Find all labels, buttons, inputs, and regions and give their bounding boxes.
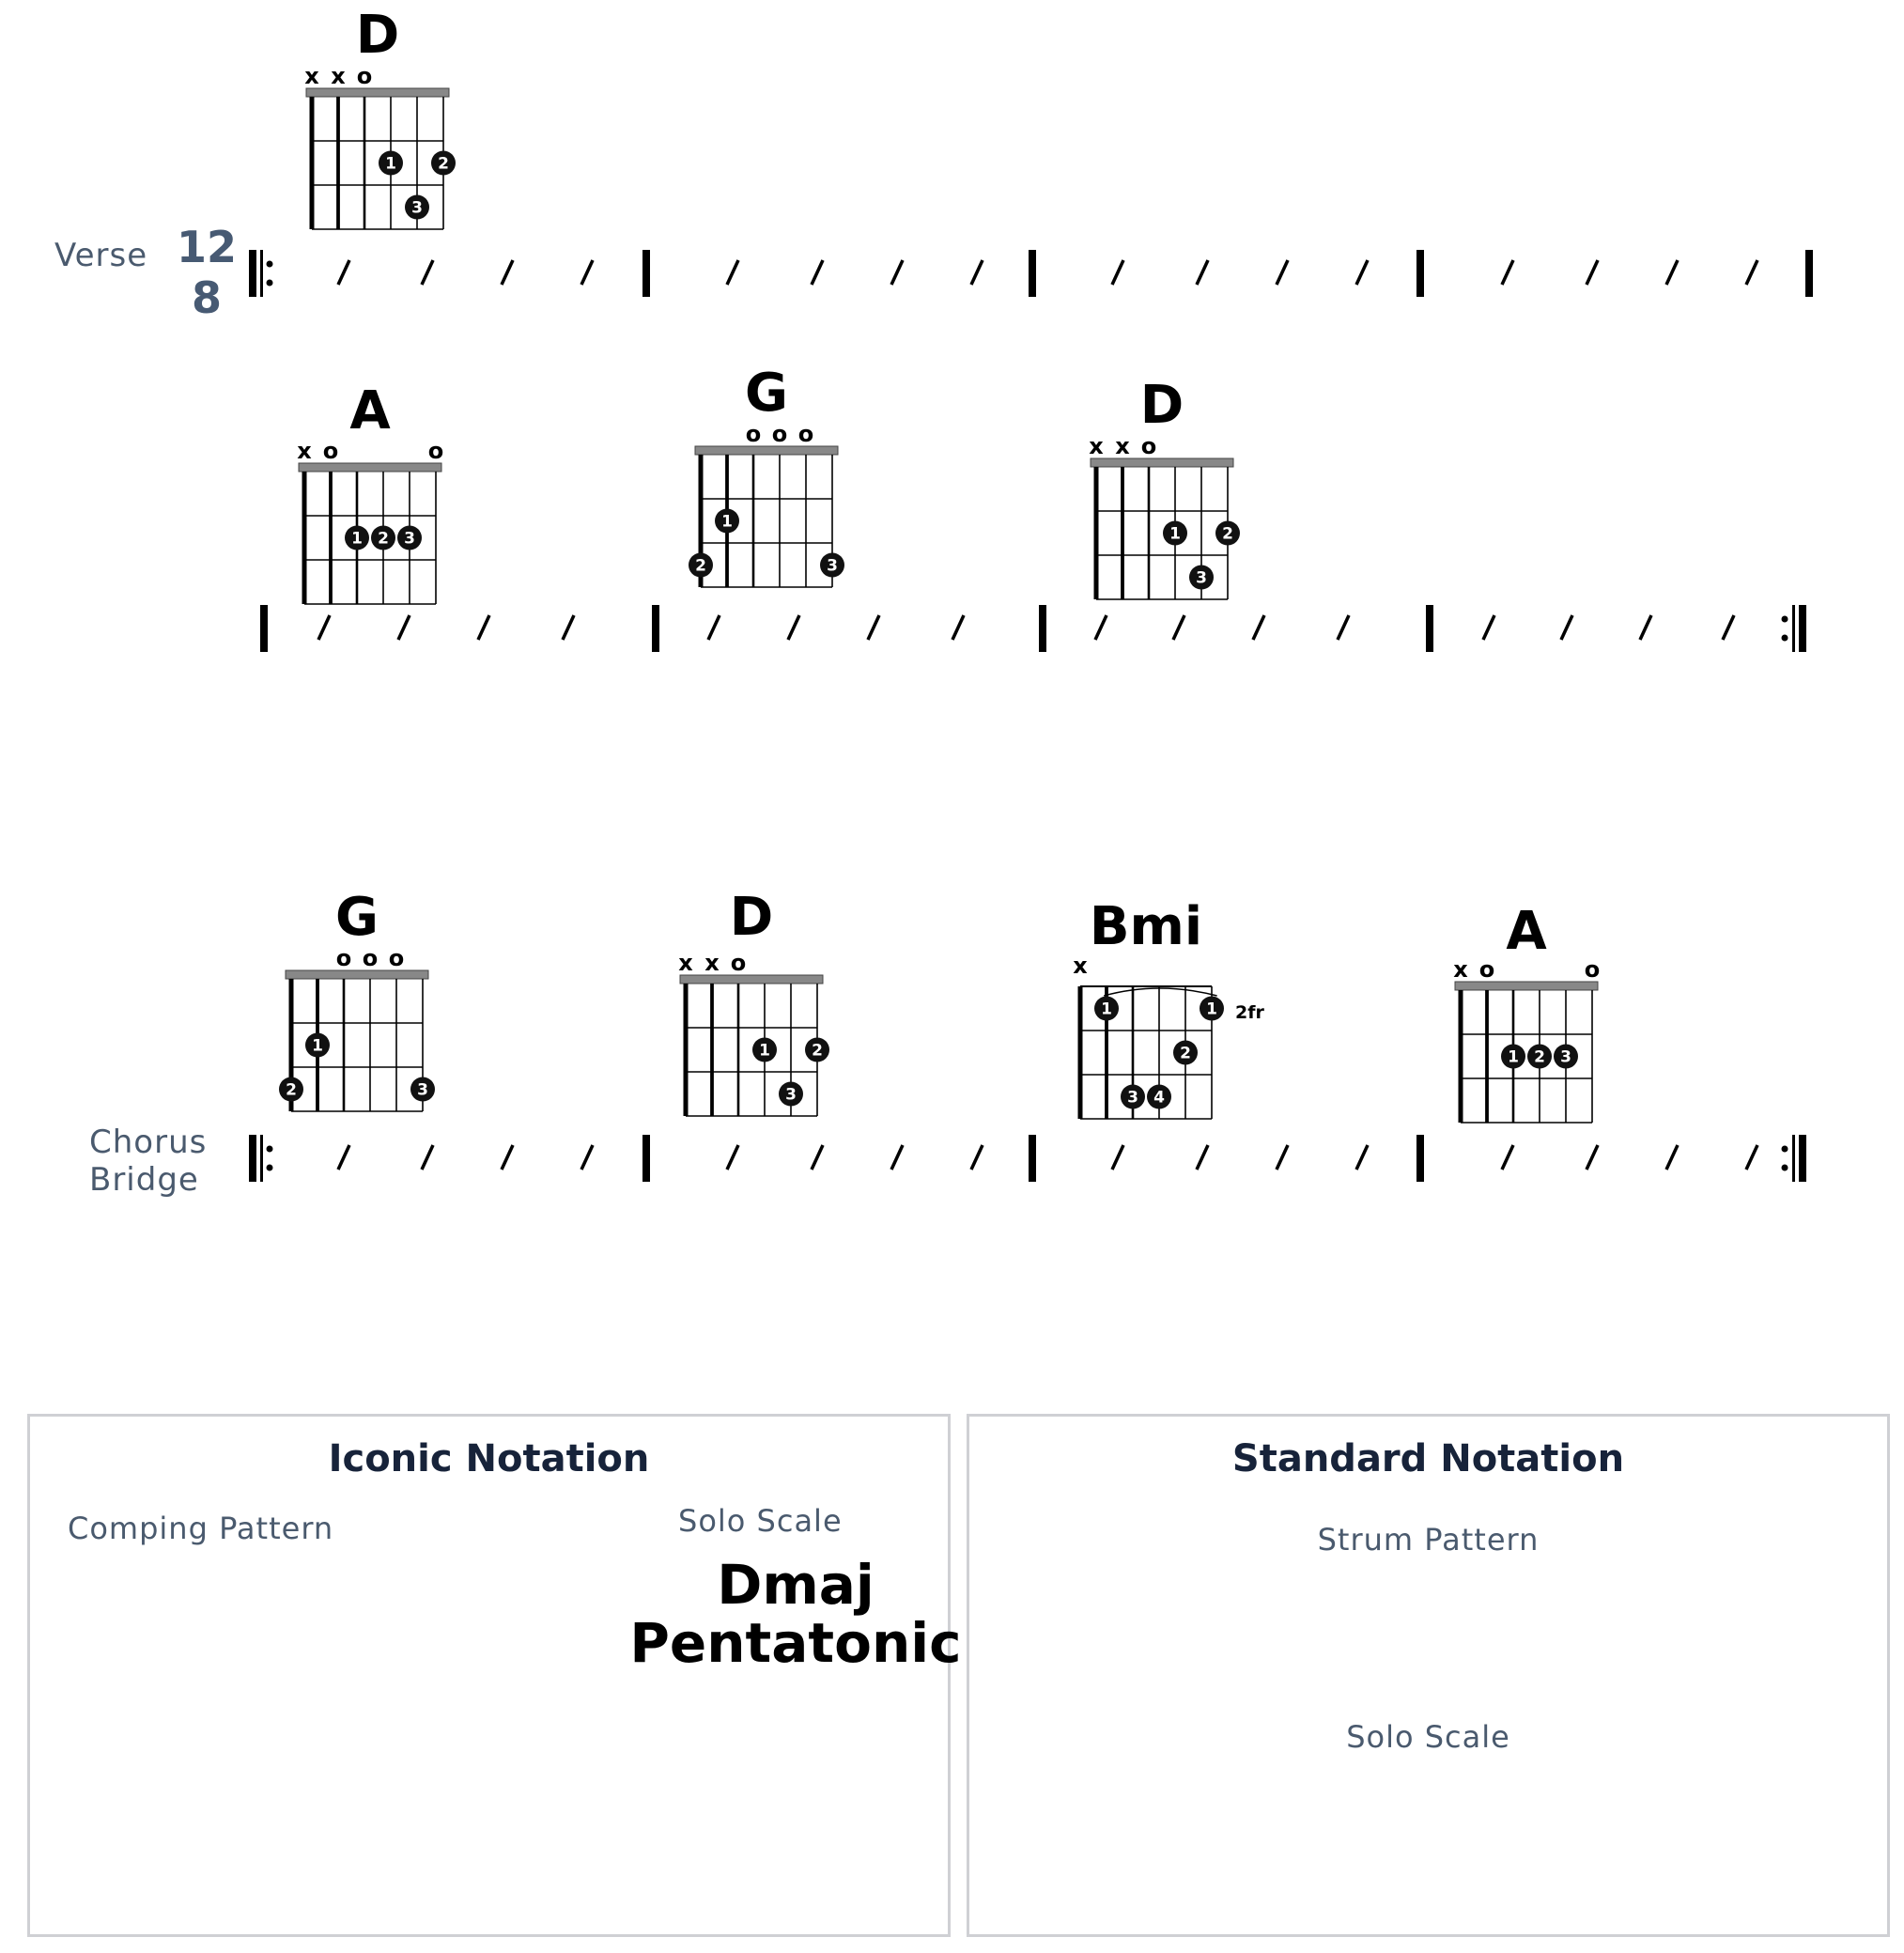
- chord-name: D: [1139, 375, 1184, 436]
- finger-number: 3: [404, 529, 415, 549]
- slash-staff-verse-2: [260, 605, 1806, 652]
- finger-number: 3: [1560, 1047, 1571, 1067]
- slash-mark: [868, 615, 879, 640]
- slash-mark: [1561, 615, 1572, 640]
- chord-diagram-g: [279, 887, 435, 1111]
- slash-mark: [1112, 1145, 1123, 1170]
- barline: [1039, 605, 1046, 652]
- repeat-end-thick: [1799, 605, 1806, 652]
- chord-name: D: [729, 887, 774, 948]
- repeat-dot: [267, 261, 273, 268]
- finger-number: 1: [312, 1036, 323, 1056]
- repeat-dot: [267, 1165, 273, 1171]
- chord-diagram-g: [689, 363, 844, 587]
- finger-number: 1: [721, 512, 733, 532]
- slash-mark: [1277, 260, 1288, 285]
- finger-number: 3: [827, 556, 838, 576]
- slash-staff-chorus: [249, 1135, 1806, 1182]
- chord-diagram-bmi: [1073, 896, 1264, 1119]
- chord-name: A: [1506, 901, 1547, 962]
- barline: [1029, 250, 1036, 297]
- slash-mark: [708, 615, 720, 640]
- finger-number: 1: [1169, 524, 1181, 544]
- finger-number: 1: [351, 529, 363, 549]
- finger-number: 3: [411, 198, 423, 218]
- slash-mark: [1746, 260, 1757, 285]
- chord-nut: [695, 446, 838, 455]
- slash-mark: [502, 1145, 513, 1170]
- chord-nut: [1091, 458, 1233, 467]
- slash-mark: [318, 615, 330, 640]
- slash-mark: [581, 1145, 593, 1170]
- open-string-marker: o: [1584, 956, 1601, 983]
- open-string-marker: o: [322, 438, 339, 464]
- open-string-marker: o: [427, 438, 444, 464]
- slash-mark: [398, 615, 410, 640]
- repeat-end-thick: [1799, 1135, 1806, 1182]
- finger-number: 2: [1222, 524, 1233, 544]
- open-string-marker: o: [388, 945, 405, 971]
- chord-nut: [306, 88, 449, 97]
- repeat-end-thin: [1792, 605, 1795, 652]
- slash-mark: [581, 260, 593, 285]
- barline: [260, 605, 268, 652]
- slash-mark: [1095, 615, 1107, 640]
- muted-string-marker: x: [1115, 433, 1130, 459]
- repeat-dot: [1782, 1146, 1788, 1153]
- open-string-marker: o: [745, 421, 762, 447]
- chord-name: Bmi: [1089, 896, 1203, 957]
- slash-mark: [1723, 615, 1734, 640]
- standard-panel-title: Standard Notation: [1231, 1437, 1625, 1480]
- repeat-start-thick: [249, 250, 256, 297]
- muted-string-marker: x: [704, 950, 720, 976]
- time-signature-bottom: 8: [191, 272, 222, 323]
- chord-name: G: [335, 887, 379, 948]
- slash-mark: [1112, 260, 1123, 285]
- chord-diagram-d: [678, 887, 829, 1116]
- finger-number: 3: [785, 1085, 797, 1105]
- chord-diagram-d: [304, 5, 456, 229]
- barline: [1416, 1135, 1424, 1182]
- slash-mark: [502, 260, 513, 285]
- finger-number: 3: [417, 1080, 428, 1100]
- chord-name: A: [349, 380, 391, 442]
- slash-staff-verse-1: [249, 250, 1813, 297]
- iconic-notation-panel: [27, 1414, 962, 1937]
- slash-mark: [422, 1145, 433, 1170]
- repeat-end-thin: [1792, 1135, 1795, 1182]
- slash-mark: [1502, 1145, 1513, 1170]
- barline: [1805, 250, 1813, 297]
- chord-nut: [680, 975, 823, 984]
- open-string-marker: o: [730, 950, 747, 976]
- chord-diagram-d: [1089, 375, 1240, 599]
- slash-staffs: [249, 250, 1813, 1182]
- slash-mark: [891, 1145, 903, 1170]
- muted-string-marker: x: [1089, 433, 1104, 459]
- open-string-marker: o: [356, 63, 373, 89]
- barre-arc: [1104, 988, 1216, 996]
- slash-mark: [422, 260, 433, 285]
- slash-mark: [812, 260, 823, 285]
- slash-mark: [1666, 1145, 1678, 1170]
- slash-mark: [563, 615, 574, 640]
- open-string-marker: o: [362, 945, 379, 971]
- comping-pattern-label: Comping Pattern: [68, 1511, 334, 1546]
- barline: [642, 1135, 650, 1182]
- repeat-start-thick: [249, 1135, 256, 1182]
- slash-mark: [1483, 615, 1494, 640]
- iconic-panel-title: Iconic Notation: [328, 1437, 650, 1480]
- finger-number: 1: [1508, 1047, 1519, 1067]
- slash-mark: [812, 1145, 823, 1170]
- slash-mark: [971, 260, 983, 285]
- finger-number: 1: [1206, 1000, 1217, 1019]
- slash-mark: [1277, 1145, 1288, 1170]
- slash-mark: [338, 1145, 349, 1170]
- slash-mark: [891, 260, 903, 285]
- chord-diagram-a: [1453, 901, 1600, 1123]
- finger-number: 2: [438, 154, 449, 174]
- open-string-marker: o: [1140, 433, 1157, 459]
- slash-mark: [1666, 260, 1678, 285]
- slash-mark: [952, 615, 964, 640]
- slash-mark: [1253, 615, 1264, 640]
- finger-number: 4: [1153, 1088, 1165, 1108]
- finger-number: 2: [812, 1041, 823, 1061]
- slash-mark: [1197, 260, 1208, 285]
- standard-notation-panel: [967, 1414, 1890, 1937]
- slash-mark: [1338, 615, 1349, 640]
- repeat-dot: [1782, 635, 1788, 642]
- finger-number: 3: [1127, 1088, 1138, 1108]
- section-label-chorus: Chorus: [89, 1124, 208, 1161]
- standard-solo-scale-label: Solo Scale: [1346, 1719, 1510, 1755]
- chord-nut: [286, 970, 428, 979]
- finger-number: 2: [1180, 1044, 1191, 1063]
- scale-name-line2: Pentatonic: [629, 1611, 962, 1675]
- chord-name: D: [355, 5, 400, 66]
- repeat-dot: [267, 1146, 273, 1153]
- barline: [642, 250, 650, 297]
- barline: [1416, 250, 1424, 297]
- chord-nut: [299, 463, 441, 472]
- slash-mark: [1173, 615, 1184, 640]
- fret-position-label: 2fr: [1235, 1002, 1264, 1023]
- open-string-marker: o: [335, 945, 352, 971]
- repeat-dot: [267, 280, 273, 287]
- muted-string-marker: x: [297, 438, 312, 464]
- section-label-verse: Verse: [54, 237, 148, 274]
- open-string-marker: o: [797, 421, 814, 447]
- slash-mark: [1640, 615, 1651, 640]
- finger-number: 2: [286, 1080, 297, 1100]
- muted-string-marker: x: [678, 950, 693, 976]
- scale-name-line1: Dmaj: [717, 1553, 875, 1617]
- time-signature-top: 12: [176, 222, 237, 272]
- slash-mark: [1502, 260, 1513, 285]
- chord-name: G: [745, 363, 788, 424]
- slash-mark: [1587, 1145, 1598, 1170]
- slash-mark: [727, 1145, 738, 1170]
- slash-mark: [1746, 1145, 1757, 1170]
- slash-mark: [478, 615, 489, 640]
- barline: [652, 605, 659, 652]
- slash-mark: [971, 1145, 983, 1170]
- chord-diagram-a: [297, 380, 443, 604]
- muted-string-marker: x: [1073, 953, 1088, 979]
- open-string-marker: o: [1478, 956, 1495, 983]
- finger-number: 2: [378, 529, 389, 549]
- open-string-marker: o: [771, 421, 788, 447]
- slash-mark: [338, 260, 349, 285]
- muted-string-marker: x: [304, 63, 319, 89]
- muted-string-marker: x: [1453, 956, 1468, 983]
- finger-number: 2: [695, 556, 706, 576]
- repeat-dot: [1782, 616, 1788, 623]
- finger-number: 1: [759, 1041, 770, 1061]
- finger-number: 1: [385, 154, 396, 174]
- solo-scale-label: Solo Scale: [678, 1503, 843, 1539]
- slash-mark: [727, 260, 738, 285]
- slash-mark: [1197, 1145, 1208, 1170]
- strum-pattern-label: Strum Pattern: [1317, 1522, 1540, 1558]
- slash-mark: [1356, 260, 1368, 285]
- muted-string-marker: x: [331, 63, 346, 89]
- finger-number: 2: [1534, 1047, 1545, 1067]
- repeat-start-thin: [260, 250, 263, 297]
- chord-nut: [1455, 982, 1598, 990]
- finger-number: 1: [1101, 1000, 1112, 1019]
- repeat-start-thin: [260, 1135, 263, 1182]
- slash-mark: [1356, 1145, 1368, 1170]
- chord-diagrams: [279, 5, 1600, 1123]
- finger-number: 3: [1196, 568, 1207, 588]
- slash-mark: [788, 615, 799, 640]
- barline: [1426, 605, 1433, 652]
- repeat-dot: [1782, 1165, 1788, 1171]
- slash-mark: [1587, 260, 1598, 285]
- barline: [1029, 1135, 1036, 1182]
- section-label-bridge: Bridge: [89, 1161, 199, 1199]
